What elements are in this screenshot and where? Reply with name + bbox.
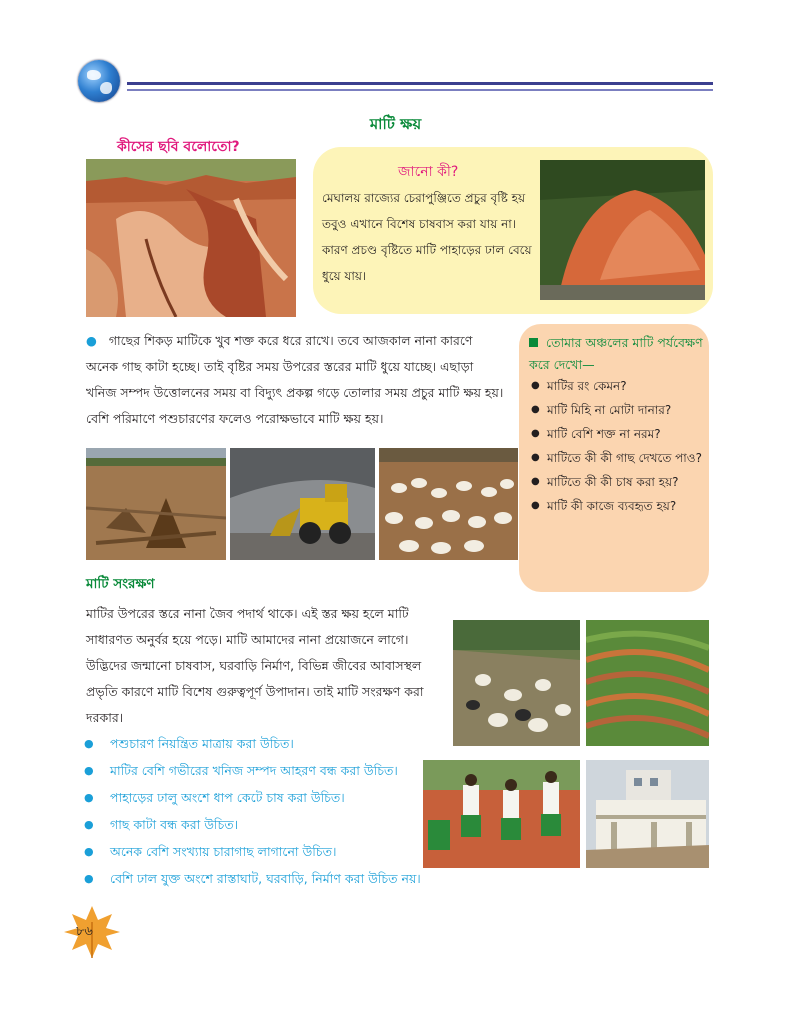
page-number: ৮৬ [76, 924, 93, 939]
question-heading: কীসের ছবি বলোতো? [117, 139, 240, 155]
header-rule-thin [127, 89, 713, 91]
erosion-paragraph-text: গাছের শিকড় মাটিকে খুব শক্ত করে ধরে রাখে। তবে আজকাল নানা কারণে অনেক গাছ কাটা হচ্ছে। তাই বৃষ্টির সময় উপরের স্তরের মাটি ধুয়ে যাচ্ছে। এছাড়া খনিজ সম্পদ উত্তোলনের সময় বা বিদ্যুৎ প্রকল্প গড়ে তোলার সময় প্রচুর মাটি ক্ষয় হয়। বেশি পরিমাণে পশুচারণের ফলেও পরোক্ষভাবে মাটি ক্ষয় হয়। [86, 333, 504, 426]
list-item: ● মাটির রং কেমন? [529, 376, 707, 396]
did-you-know-title: জানো কী? [398, 164, 459, 180]
list-item: ● বেশি ঢাল যুক্ত অংশে রাস্তাঘাট, ঘরবাড়ি, নির্মাণ করা উচিত নয়। [80, 865, 440, 892]
globe-icon [78, 60, 120, 102]
list-item: ● অনেক বেশি সংখ্যায় চারাগাছ লাগানো উচিত। [80, 838, 440, 865]
deforestation-photo [86, 448, 226, 560]
observe-heading [529, 332, 707, 376]
did-you-know-text: মেঘালয় রাজ্যের চেরাপুঞ্জিতে প্রচুর বৃষ্টি হয় তবুও এখানে বিশেষ চাষবাস করা যায় না। কারণ প্রচণ্ড বৃষ্টিতে মাটি পাহাড়ের ঢাল বেয়ে ধুয়ে যায়। [322, 191, 532, 283]
grazing-sheep-photo [379, 448, 518, 560]
conservation-title: মাটি সংরক্ষণ [86, 576, 155, 592]
terrace-farming-photo [586, 620, 709, 746]
list-item: ● পাহাড়ের ঢালু অংশে ধাপ কেটে চাষ করা উচিত। [80, 784, 440, 811]
header-rule [127, 82, 713, 85]
list-item: ● মাটিতে কী কী গাছ দেখতে পাও? [529, 448, 707, 468]
list-item: ● মাটি বেশি শক্ত না নরম? [529, 424, 707, 444]
tree-planting-photo [423, 760, 580, 868]
list-item: ● মাটিতে কী কী চাষ করা হয়? [529, 472, 707, 492]
observe-list [529, 376, 707, 520]
conservation-list [80, 730, 440, 892]
hillside-buildings-photo [586, 760, 709, 868]
list-item: ● মাটি কী কাজে ব্যবহৃত হয়? [529, 496, 707, 516]
hillside-erosion-photo [540, 160, 705, 300]
square-bullet-icon [529, 338, 538, 347]
bullet-icon: ● [86, 333, 109, 348]
conservation-paragraph: মাটির উপরের স্তরে নানা জৈব পদার্থ থাকে। এই স্তর ক্ষয় হলে মাটি সাধারণত অনুর্বর হয়ে পড়ে। মাটি আমাদের নানা প্রয়োজনে লাগে। উদ্ভিদের জন্মানো চাষবাস, ঘরবাড়ি নির্মাণ, বিভিন্ন জীবের আবাসস্থল প্রভৃতি কারণে মাটি বিশেষ গুরুত্বপূর্ণ উপাদান। তাই মাটি সংরক্ষণ করা দরকার। [86, 606, 424, 725]
section-title: মাটি ক্ষয় [369, 115, 422, 133]
mining-excavator-photo [230, 448, 375, 560]
list-item: ● মাটি মিহি না মোটা দানার? [529, 400, 707, 420]
eroded-land-photo [86, 159, 296, 317]
erosion-paragraph [86, 328, 506, 432]
goats-hillside-photo [453, 620, 580, 746]
observe-heading-text: তোমার অঞ্চলের মাটি পর্যবেক্ষণ করে দেখো— [529, 335, 703, 372]
list-item: ● মাটির বেশি গভীরের খনিজ সম্পদ আহরণ বন্ধ করা উচিত। [80, 757, 440, 784]
list-item: ● গাছ কাটা বন্ধ করা উচিত। [80, 811, 440, 838]
list-item: ● পশুচারণ নিয়ন্ত্রিত মাত্রায় করা উচিত। [80, 730, 440, 757]
